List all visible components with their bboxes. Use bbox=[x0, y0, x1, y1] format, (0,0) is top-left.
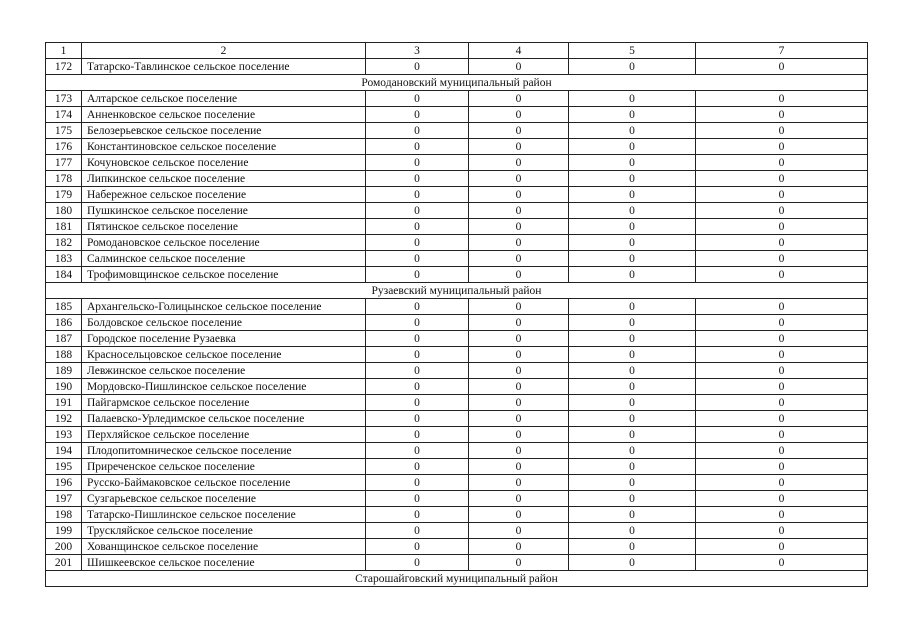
settlement-name: Приреченское сельское поселение bbox=[82, 459, 366, 475]
settlement-name: Болдовское сельское поселение bbox=[82, 315, 366, 331]
settlement-name: Пушкинское сельское поселение bbox=[82, 203, 366, 219]
value-cell: 0 bbox=[366, 187, 469, 203]
value-cell: 0 bbox=[696, 203, 868, 219]
row-number: 178 bbox=[46, 171, 82, 187]
value-cell: 0 bbox=[366, 395, 469, 411]
row-number: 176 bbox=[46, 139, 82, 155]
value-cell: 0 bbox=[469, 507, 569, 523]
value-cell: 0 bbox=[569, 411, 696, 427]
row-number: 183 bbox=[46, 251, 82, 267]
table-row bbox=[46, 491, 868, 507]
value-cell: 0 bbox=[696, 91, 868, 107]
value-cell: 0 bbox=[469, 251, 569, 267]
value-cell: 0 bbox=[696, 155, 868, 171]
settlement-name: Белозерьевское сельское поселение bbox=[82, 123, 366, 139]
table-row bbox=[46, 539, 868, 555]
value-cell: 0 bbox=[696, 427, 868, 443]
value-cell: 0 bbox=[569, 299, 696, 315]
row-number: 181 bbox=[46, 219, 82, 235]
value-cell: 0 bbox=[696, 171, 868, 187]
settlement-name: Шишкеевское сельское поселение bbox=[82, 555, 366, 571]
header-cell-5: 5 bbox=[569, 43, 696, 59]
settlement-name: Трускляйское сельское поселение bbox=[82, 523, 366, 539]
value-cell: 0 bbox=[469, 459, 569, 475]
value-cell: 0 bbox=[696, 523, 868, 539]
value-cell: 0 bbox=[366, 155, 469, 171]
value-cell: 0 bbox=[696, 187, 868, 203]
settlement-name: Плодопитомническое сельское поселение bbox=[82, 443, 366, 459]
table-row bbox=[46, 59, 868, 75]
value-cell: 0 bbox=[366, 139, 469, 155]
value-cell: 0 bbox=[569, 123, 696, 139]
row-number: 175 bbox=[46, 123, 82, 139]
settlement-name: Анненковское сельское поселение bbox=[82, 107, 366, 123]
value-cell: 0 bbox=[366, 123, 469, 139]
value-cell: 0 bbox=[569, 187, 696, 203]
table-row bbox=[46, 187, 868, 203]
value-cell: 0 bbox=[569, 491, 696, 507]
row-number: 189 bbox=[46, 363, 82, 379]
district-section-row bbox=[46, 75, 868, 91]
settlement-name: Алтарское сельское поселение bbox=[82, 91, 366, 107]
value-cell: 0 bbox=[469, 171, 569, 187]
row-number: 195 bbox=[46, 459, 82, 475]
value-cell: 0 bbox=[569, 427, 696, 443]
value-cell: 0 bbox=[469, 91, 569, 107]
table-row bbox=[46, 251, 868, 267]
value-cell: 0 bbox=[696, 459, 868, 475]
value-cell: 0 bbox=[469, 59, 569, 75]
table-row bbox=[46, 475, 868, 491]
value-cell: 0 bbox=[469, 395, 569, 411]
value-cell: 0 bbox=[366, 91, 469, 107]
table-row bbox=[46, 507, 868, 523]
row-number: 174 bbox=[46, 107, 82, 123]
value-cell: 0 bbox=[696, 379, 868, 395]
header-cell-7: 7 bbox=[696, 43, 868, 59]
value-cell: 0 bbox=[696, 267, 868, 283]
row-number: 199 bbox=[46, 523, 82, 539]
row-number: 173 bbox=[46, 91, 82, 107]
settlement-name: Липкинское сельское поселение bbox=[82, 171, 366, 187]
row-number: 180 bbox=[46, 203, 82, 219]
settlement-name: Татарско-Тавлинское сельское поселение bbox=[82, 59, 366, 75]
value-cell: 0 bbox=[696, 59, 868, 75]
value-cell: 0 bbox=[696, 475, 868, 491]
district-section-row bbox=[46, 571, 868, 587]
value-cell: 0 bbox=[469, 539, 569, 555]
settlement-name: Хованщинское сельское поселение bbox=[82, 539, 366, 555]
settlement-name: Салминское сельское поселение bbox=[82, 251, 366, 267]
row-number: 179 bbox=[46, 187, 82, 203]
value-cell: 0 bbox=[469, 235, 569, 251]
value-cell: 0 bbox=[366, 219, 469, 235]
settlement-name: Набережное сельское поселение bbox=[82, 187, 366, 203]
row-number: 188 bbox=[46, 347, 82, 363]
value-cell: 0 bbox=[469, 555, 569, 571]
value-cell: 0 bbox=[366, 443, 469, 459]
settlement-name: Красносельцовское сельское поселение bbox=[82, 347, 366, 363]
value-cell: 0 bbox=[569, 523, 696, 539]
value-cell: 0 bbox=[366, 315, 469, 331]
value-cell: 0 bbox=[569, 331, 696, 347]
value-cell: 0 bbox=[696, 491, 868, 507]
value-cell: 0 bbox=[696, 107, 868, 123]
value-cell: 0 bbox=[569, 139, 696, 155]
value-cell: 0 bbox=[696, 363, 868, 379]
table-row bbox=[46, 411, 868, 427]
value-cell: 0 bbox=[366, 491, 469, 507]
value-cell: 0 bbox=[469, 475, 569, 491]
row-number: 201 bbox=[46, 555, 82, 571]
value-cell: 0 bbox=[569, 91, 696, 107]
table-row bbox=[46, 123, 868, 139]
table-row bbox=[46, 363, 868, 379]
settlements-table bbox=[45, 42, 868, 587]
value-cell: 0 bbox=[569, 203, 696, 219]
value-cell: 0 bbox=[569, 555, 696, 571]
settlement-name: Трофимовщинское сельское поселение bbox=[82, 267, 366, 283]
table-row bbox=[46, 443, 868, 459]
value-cell: 0 bbox=[366, 299, 469, 315]
value-cell: 0 bbox=[696, 347, 868, 363]
value-cell: 0 bbox=[469, 139, 569, 155]
settlement-name: Палаевско-Урледимское сельское поселение bbox=[82, 411, 366, 427]
value-cell: 0 bbox=[569, 315, 696, 331]
value-cell: 0 bbox=[569, 443, 696, 459]
value-cell: 0 bbox=[366, 555, 469, 571]
value-cell: 0 bbox=[366, 331, 469, 347]
table-row bbox=[46, 267, 868, 283]
value-cell: 0 bbox=[569, 59, 696, 75]
value-cell: 0 bbox=[696, 443, 868, 459]
header-cell-3: 3 bbox=[366, 43, 469, 59]
value-cell: 0 bbox=[696, 235, 868, 251]
header-cell-2: 2 bbox=[82, 43, 366, 59]
table-row bbox=[46, 219, 868, 235]
value-cell: 0 bbox=[366, 107, 469, 123]
value-cell: 0 bbox=[569, 363, 696, 379]
value-cell: 0 bbox=[569, 539, 696, 555]
value-cell: 0 bbox=[696, 219, 868, 235]
value-cell: 0 bbox=[696, 331, 868, 347]
row-number: 190 bbox=[46, 379, 82, 395]
value-cell: 0 bbox=[469, 219, 569, 235]
value-cell: 0 bbox=[696, 411, 868, 427]
value-cell: 0 bbox=[469, 491, 569, 507]
value-cell: 0 bbox=[569, 475, 696, 491]
table-row bbox=[46, 139, 868, 155]
value-cell: 0 bbox=[366, 459, 469, 475]
row-number: 182 bbox=[46, 235, 82, 251]
value-cell: 0 bbox=[469, 443, 569, 459]
row-number: 184 bbox=[46, 267, 82, 283]
value-cell: 0 bbox=[696, 539, 868, 555]
value-cell: 0 bbox=[696, 139, 868, 155]
row-number: 196 bbox=[46, 475, 82, 491]
settlement-name: Пятинское сельское поселение bbox=[82, 219, 366, 235]
table-row bbox=[46, 315, 868, 331]
district-title: Старошайговский муниципальный район bbox=[46, 571, 868, 587]
settlement-name: Городское поселение Рузаевка bbox=[82, 331, 366, 347]
column-number-header-row bbox=[46, 43, 868, 59]
value-cell: 0 bbox=[469, 379, 569, 395]
value-cell: 0 bbox=[569, 347, 696, 363]
value-cell: 0 bbox=[569, 251, 696, 267]
value-cell: 0 bbox=[366, 411, 469, 427]
table-row bbox=[46, 427, 868, 443]
row-number: 192 bbox=[46, 411, 82, 427]
value-cell: 0 bbox=[696, 395, 868, 411]
value-cell: 0 bbox=[366, 427, 469, 443]
value-cell: 0 bbox=[569, 395, 696, 411]
value-cell: 0 bbox=[696, 315, 868, 331]
value-cell: 0 bbox=[469, 299, 569, 315]
settlement-name: Архангельско-Голицынское сельское поселение bbox=[82, 299, 366, 315]
table-row bbox=[46, 203, 868, 219]
header-cell-1: 1 bbox=[46, 43, 82, 59]
table-row bbox=[46, 379, 868, 395]
value-cell: 0 bbox=[366, 203, 469, 219]
value-cell: 0 bbox=[366, 171, 469, 187]
value-cell: 0 bbox=[366, 251, 469, 267]
value-cell: 0 bbox=[366, 379, 469, 395]
table-body bbox=[46, 43, 868, 587]
header-cell-4: 4 bbox=[469, 43, 569, 59]
settlement-name: Левжинское сельское поселение bbox=[82, 363, 366, 379]
row-number: 186 bbox=[46, 315, 82, 331]
row-number: 172 bbox=[46, 59, 82, 75]
value-cell: 0 bbox=[696, 251, 868, 267]
value-cell: 0 bbox=[569, 219, 696, 235]
row-number: 185 bbox=[46, 299, 82, 315]
settlement-name: Татарско-Пишлинское сельское поселение bbox=[82, 507, 366, 523]
settlement-name: Мордовско-Пишлинское сельское поселение bbox=[82, 379, 366, 395]
table-row bbox=[46, 235, 868, 251]
table-row bbox=[46, 395, 868, 411]
row-number: 194 bbox=[46, 443, 82, 459]
value-cell: 0 bbox=[569, 171, 696, 187]
row-number: 197 bbox=[46, 491, 82, 507]
value-cell: 0 bbox=[569, 379, 696, 395]
row-number: 200 bbox=[46, 539, 82, 555]
settlement-name: Ромодановское сельское поселение bbox=[82, 235, 366, 251]
value-cell: 0 bbox=[469, 347, 569, 363]
value-cell: 0 bbox=[366, 539, 469, 555]
district-title: Ромодановский муниципальный район bbox=[46, 75, 868, 91]
table-row bbox=[46, 347, 868, 363]
value-cell: 0 bbox=[569, 507, 696, 523]
value-cell: 0 bbox=[366, 347, 469, 363]
value-cell: 0 bbox=[569, 155, 696, 171]
table-row bbox=[46, 171, 868, 187]
value-cell: 0 bbox=[469, 363, 569, 379]
value-cell: 0 bbox=[569, 267, 696, 283]
value-cell: 0 bbox=[469, 203, 569, 219]
settlement-name: Константиновское сельское поселение bbox=[82, 139, 366, 155]
table-row bbox=[46, 91, 868, 107]
row-number: 177 bbox=[46, 155, 82, 171]
value-cell: 0 bbox=[469, 411, 569, 427]
value-cell: 0 bbox=[569, 235, 696, 251]
value-cell: 0 bbox=[469, 427, 569, 443]
value-cell: 0 bbox=[366, 363, 469, 379]
value-cell: 0 bbox=[469, 331, 569, 347]
table-row bbox=[46, 523, 868, 539]
row-number: 198 bbox=[46, 507, 82, 523]
value-cell: 0 bbox=[469, 267, 569, 283]
value-cell: 0 bbox=[696, 507, 868, 523]
value-cell: 0 bbox=[469, 187, 569, 203]
table-row bbox=[46, 459, 868, 475]
settlement-name: Пайгармское сельское поселение bbox=[82, 395, 366, 411]
row-number: 191 bbox=[46, 395, 82, 411]
value-cell: 0 bbox=[696, 299, 868, 315]
value-cell: 0 bbox=[469, 523, 569, 539]
table-row bbox=[46, 331, 868, 347]
value-cell: 0 bbox=[366, 267, 469, 283]
value-cell: 0 bbox=[366, 475, 469, 491]
value-cell: 0 bbox=[469, 123, 569, 139]
value-cell: 0 bbox=[366, 523, 469, 539]
value-cell: 0 bbox=[696, 123, 868, 139]
table-row bbox=[46, 155, 868, 171]
district-section-row bbox=[46, 283, 868, 299]
settlement-name: Русско-Баймаковское сельское поселение bbox=[82, 475, 366, 491]
row-number: 193 bbox=[46, 427, 82, 443]
value-cell: 0 bbox=[469, 155, 569, 171]
value-cell: 0 bbox=[366, 59, 469, 75]
table-row bbox=[46, 555, 868, 571]
value-cell: 0 bbox=[696, 555, 868, 571]
value-cell: 0 bbox=[366, 507, 469, 523]
value-cell: 0 bbox=[366, 235, 469, 251]
table-row bbox=[46, 299, 868, 315]
value-cell: 0 bbox=[569, 459, 696, 475]
table-row bbox=[46, 107, 868, 123]
row-number: 187 bbox=[46, 331, 82, 347]
district-title: Рузаевский муниципальный район bbox=[46, 283, 868, 299]
value-cell: 0 bbox=[569, 107, 696, 123]
settlement-name: Кочуновское сельское поселение bbox=[82, 155, 366, 171]
value-cell: 0 bbox=[469, 107, 569, 123]
settlement-name: Перхляйское сельское поселение bbox=[82, 427, 366, 443]
value-cell: 0 bbox=[469, 315, 569, 331]
settlement-name: Сузгарьевское сельское поселение bbox=[82, 491, 366, 507]
